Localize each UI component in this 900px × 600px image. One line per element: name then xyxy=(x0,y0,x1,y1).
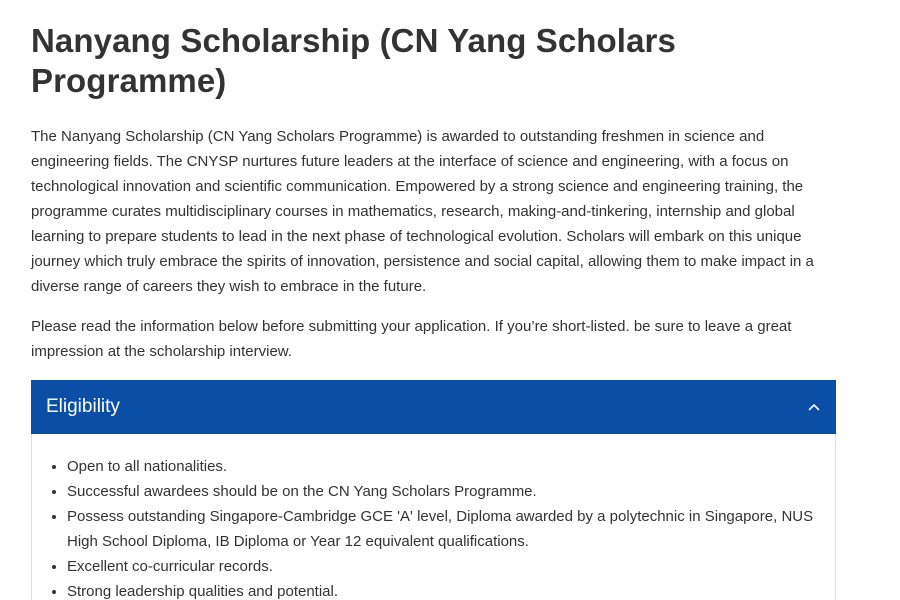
notice-paragraph: Please read the information below before submitting your application. If you’re short-listed. be sure to leave a great impression at the scholarship interview. xyxy=(31,318,792,360)
eligibility-accordion xyxy=(31,380,836,600)
accordion-body xyxy=(31,434,836,600)
page-title: Nanyang Scholarship (CN Yang Scholars Programme) xyxy=(31,22,676,99)
list-item: • Open to all nationalities. xyxy=(67,454,815,479)
list-item: • Successful awardees should be on the CN Yang Scholars Programme. xyxy=(67,479,815,504)
eligibility-accordion-header[interactable] xyxy=(31,380,836,434)
chevron-up-icon[interactable] xyxy=(807,400,821,414)
list-item: • Excellent co-curricular records. xyxy=(67,554,815,579)
list-item: • Strong leadership qualities and potential. xyxy=(67,579,815,600)
list-item: • Possess outstanding Singapore-Cambridge GCE 'A' level, Diploma awarded by a polytechnic in Singapore, NUS High School Diploma, IB Diploma or Year 12 equivalent qualifications. xyxy=(67,504,815,554)
eligibility-list xyxy=(67,454,815,600)
intro-paragraph: The Nanyang Scholarship (CN Yang Scholars Programme) is awarded to outstanding freshmen in science and engineering fields. The CNYSP nurtures future leaders at the interface of science and engineering, with a focus on technological innovation and scientific communication. Empowered by a strong science and engineering training, the programme curates multidisciplinary courses in mathematics, research, making-and-tinkering, internship and global learning to prepare students to lead in the next phase of technological evolution. Scholars will embark on this unique journey which truly embrace the spirits of innovation, persistence and social capital, allowing them to make impact in a diverse range of careers they wish to embrace in the future. xyxy=(31,128,814,295)
accordion-title: Eligibility xyxy=(46,396,120,417)
